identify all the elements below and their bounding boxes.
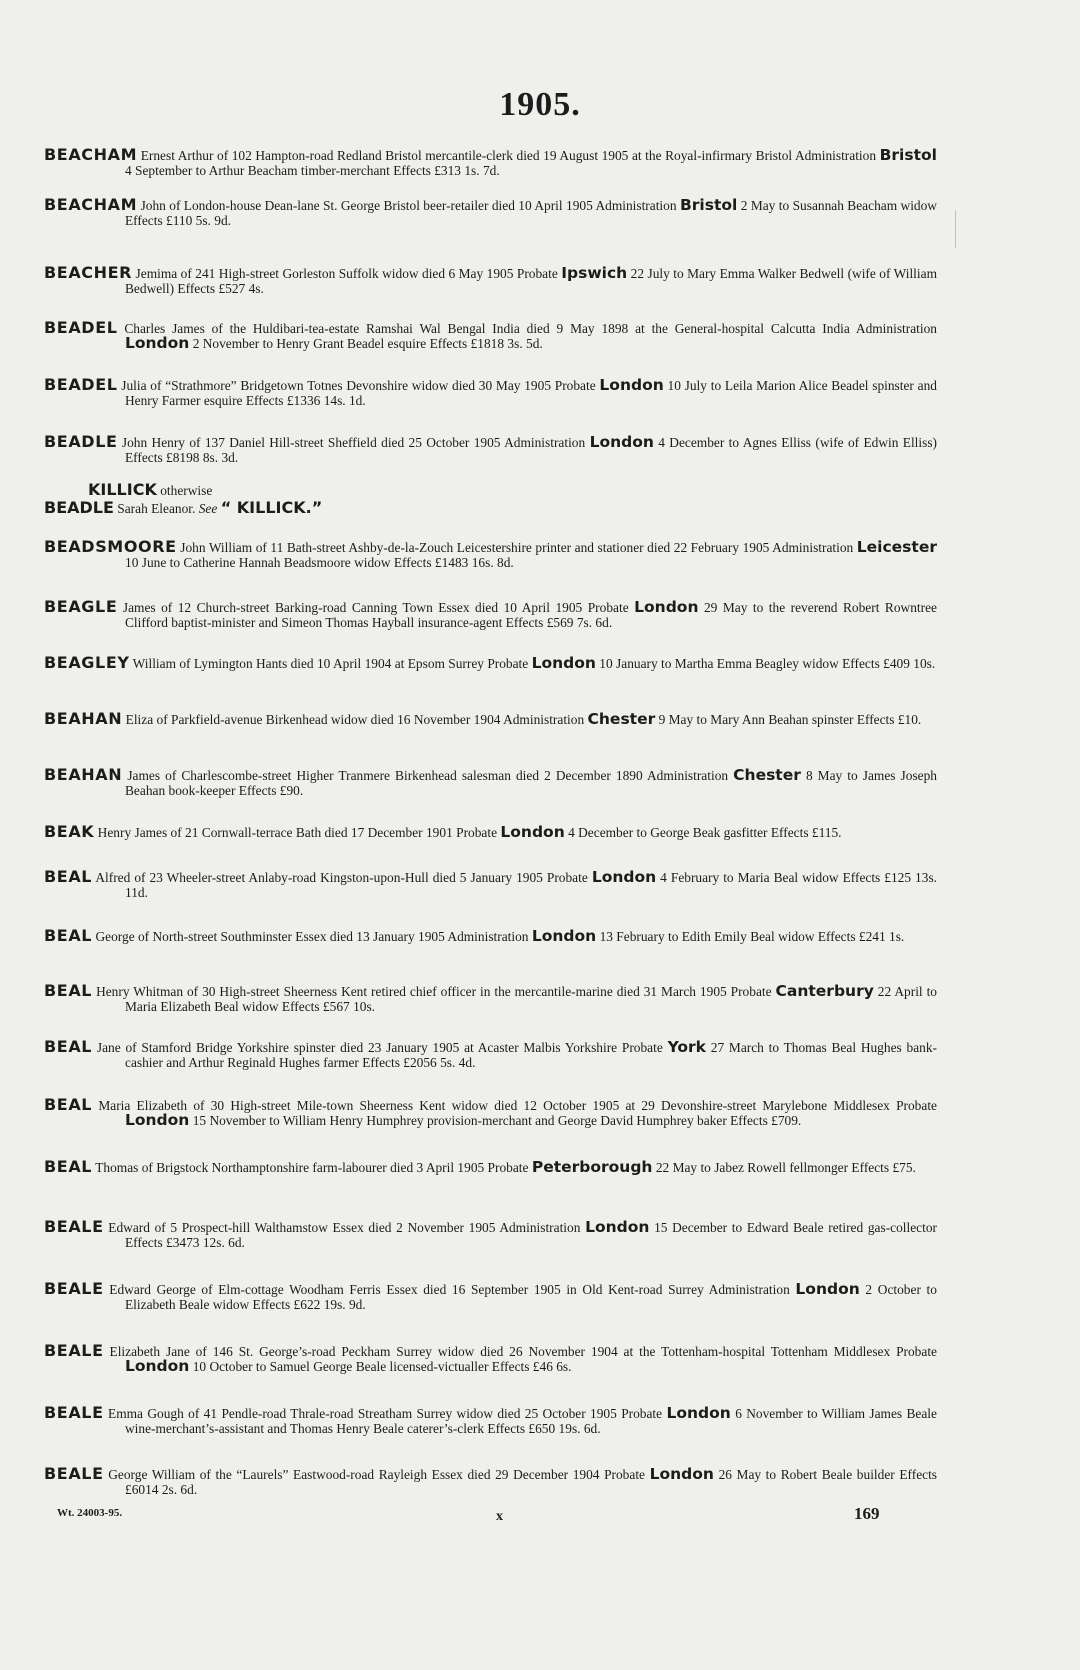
entry-surname: BEAHAN [44,765,123,784]
entry-registry: London [500,823,565,841]
entry-surname: BEADEL [44,318,118,337]
entry-details: James of 12 Church-street Barking-road Canning Town Essex died 10 April 1905 Probate [122,600,629,615]
entry-registry: Leicester [856,538,937,556]
entry-grant: 8 May to James Joseph Beahan book-keeper Effects £90. [125,768,937,798]
entry-details: William of Lymington Hants died 10 April 1904 at Epsom Surrey Probate [132,656,529,671]
cross-reference-forename: Sarah Eleanor. [117,501,196,516]
entry-grant: 10 January to Martha Emma Beagley widow Effects £409 10s. [599,656,936,671]
cross-reference [44,481,937,517]
entry-surname: BEACHAM [44,195,138,214]
entry-surname: BEALE [44,1403,104,1422]
entry-grant: 9 May to Mary Ann Beahan spinster Effects £10. [658,712,922,727]
entry-details: Jane of Stamford Bridge Yorkshire spinster died 23 January 1905 at Acaster Malbis Yorkshire Probate [96,1040,663,1055]
entry-grant: 15 November to William Henry Humphrey provision-merchant and George David Humphrey baker Effects £709. [192,1113,802,1128]
list-item [44,1405,937,1436]
entry-registry: London [634,598,699,616]
list-item [44,197,937,228]
entry-surname: BEAGLE [44,597,118,616]
entry-surname: BEAL [44,981,93,1000]
entry-grant: 6 November to William James Beale wine-merchant’s-assistant and Thomas Henry Beale caterer’s-clerk Effects £650 19s. 6d. [125,1406,937,1436]
entry-details: Edward of 5 Prospect-hill Walthamstow Essex died 2 November 1905 Administration [108,1220,581,1235]
entry-grant: 27 March to Thomas Beal Hughes bank-cashier and Arthur Reginald Hughes farmer Effects £2056 5s. 4d. [125,1040,937,1070]
entry-registry: Bristol [679,196,738,214]
list-item [44,320,937,351]
entry-grant: 4 December to Agnes Elliss (wife of Edwin Elliss) Effects £8198 8s. 3d. [125,435,937,465]
entry-registry: London [589,433,654,451]
entry-surname: BEAL [44,1037,93,1056]
list-item [44,869,937,900]
entry-registry: London [666,1404,731,1422]
entry-registry: London [125,1111,190,1129]
entry-registry: Chester [587,710,656,728]
entry-grant: 4 February to Maria Beal widow Effects £125 13s. 11d. [125,870,937,900]
entry-registry: London [585,1218,650,1236]
entry-details: Alfred of 23 Wheeler-street Anlaby-road Kingston-upon-Hull died 5 January 1905 Probate [95,870,588,885]
entry-details: John Henry of 137 Daniel Hill-street Sheffield died 25 October 1905 Administration [121,435,586,450]
entry-surname: BEACHER [44,263,133,282]
entry-surname: BEADSMOORE [44,537,177,556]
entry-grant: 10 October to Samuel George Beale licensed-victualler Effects £46 6s. [192,1359,572,1374]
entry-details: Emma Gough of 41 Pendle-road Thrale-road Streatham Surrey widow died 25 October 1905 Probate [108,1406,663,1421]
entry-registry: London [125,1357,190,1375]
alias-surname: KILLICK [88,480,157,499]
page-number: 169 [854,1504,880,1523]
entry-grant: 2 November to Henry Grant Beadel esquire Effects £1818 3s. 5d. [192,336,543,351]
entry-registry: London [531,927,597,945]
entry-surname: BEAK [44,822,95,841]
entry-surname: BEAGLEY [44,653,130,672]
entry-details: Henry James of 21 Cornwall-terrace Bath died 17 December 1901 Probate [97,825,498,840]
list-item [44,655,937,671]
list-item [44,539,937,570]
entry-grant: 22 May to Jabez Rowell fellmonger Effects £75. [655,1160,916,1175]
entry-details: Eliza of Parkfield-avenue Birkenhead widow died 16 November 1904 Administration [125,712,585,727]
entry-grant: 26 May to Robert Beale builder Effects £6014 2s. 6d. [125,1467,938,1497]
see-word: See [198,501,218,516]
entry-registry: London [531,654,596,672]
entry-registry: Bristol [879,146,937,164]
cross-reference-surname: BEADLE [44,498,114,517]
entry-surname: BEAL [44,867,93,886]
list-item [44,1097,937,1128]
entry-details: John William of 11 Bath-street Ashby-de-la-Zouch Leicestershire printer and stationer died 22 February 1905 Administration [180,540,854,555]
entry-surname: BEALE [44,1464,104,1483]
entry-surname: BEALE [44,1217,104,1236]
entry-details: Jemima of 241 High-street Gorleston Suffolk widow died 6 May 1905 Probate [135,266,558,281]
entry-grant: 29 May to the reverend Robert Rowntree Clifford baptist-minister and Simeon Thomas Hayball insurance-agent Effects £569 7s. 6d. [125,600,937,630]
entry-details: Thomas of Brigstock Northamptonshire farm-labourer died 3 April 1905 Probate [95,1160,529,1175]
cross-reference-target: “ KILLICK.” [220,498,323,517]
list-item [44,824,937,840]
entry-surname: BEADLE [44,432,118,451]
list-item [44,1281,937,1312]
entry-grant: 2 May to Susannah Beacham widow Effects £110 5s. 9d. [125,198,937,228]
entry-details: Henry Whitman of 30 High-street Sheerness Kent retired chief officer in the mercantile-marine died 31 March 1905 Probate [96,984,772,999]
list-item [44,1219,937,1250]
entry-grant: 10 July to Leila Marion Alice Beadel spinster and Henry Farmer esquire Effects £1336 14s. 1d. [125,378,937,408]
entry-grant: 4 September to Arthur Beacham timber-merchant Effects £313 1s. 7d. [125,163,500,178]
entry-details: Ernest Arthur of 102 Hampton-road Redland Bristol mercantile-clerk died 19 August 1905 at the Royal-infirmary Bristol Administration [140,148,877,163]
entry-registry: London [649,1465,714,1483]
list-item [44,1159,937,1175]
print-reference: Wt. 24003-95. [57,1507,123,1519]
entry-details: Charles James of the Huldibari-tea-estate Ramshai Wal Bengal India died 9 May 1898 at the General-hospital Calcutta India Administration [124,321,937,336]
list-item [44,928,937,944]
entry-registry: Ipswich [561,264,628,282]
page-year-heading: 1905. [499,86,581,123]
entry-details: James of Charlescombe-street Higher Tranmere Birkenhead salesman died 2 December 1890 Administration [127,768,729,783]
entry-surname: BEAL [44,1157,93,1176]
entry-surname: BEAL [44,1095,93,1114]
entry-registry: York [667,1038,706,1056]
entry-grant: 4 December to George Beak gasfitter Effects £115. [568,825,842,840]
entry-surname: BEALE [44,1341,104,1360]
entry-registry: London [125,334,190,352]
entry-surname: BEAHAN [44,709,123,728]
list-item [44,1039,937,1070]
entry-registry: London [599,376,664,394]
entry-grant: 2 October to Elizabeth Beale widow Effects £622 19s. 9d. [125,1282,937,1312]
entry-details: George William of the “Laurels” Eastwood-road Rayleigh Essex died 29 December 1904 Probate [108,1467,645,1482]
entry-details: Julia of “Strathmore” Bridgetown Totnes Devonshire widow died 30 May 1905 Probate [121,378,596,393]
list-item [44,983,937,1014]
list-item [44,1343,937,1374]
entry-surname: BEAL [44,926,93,945]
entry-grant: 10 June to Catherine Hannah Beadsmoore widow Effects £1483 16s. 8d. [125,555,514,570]
entry-details: John of London-house Dean-lane St. George Bristol beer-retailer died 10 April 1905 Administration [140,198,677,213]
entry-registry: Canterbury [775,982,874,1000]
entry-grant: 22 April to Maria Elizabeth Beal widow Effects £567 10s. [125,984,938,1014]
list-item [44,767,937,798]
entry-registry: Chester [733,766,801,784]
entry-registry: Peterborough [531,1158,653,1176]
page-footer [0,1503,1080,1533]
list-item [44,434,937,465]
entry-surname: BEALE [44,1279,104,1298]
entry-details: Elizabeth Jane of 146 St. George’s-road Peckham Surrey widow died 26 November 1904 at the Tottenham-hospital Tottenham Middlesex Probate [109,1344,937,1359]
entry-grant: 15 December to Edward Beale retired gas-collector Effects £3473 12s. 6d. [125,1220,937,1250]
entry-registry: London [795,1280,860,1298]
entry-grant: 22 July to Mary Emma Walker Bedwell (wife of William Bedwell) Effects £527 4s. [125,266,937,296]
entry-surname: BEACHAM [44,145,138,164]
entry-registry: London [591,868,657,886]
alias-word: otherwise [160,483,213,498]
list-item [44,265,937,296]
entry-details: George of North-street Southminster Essex died 13 January 1905 Administration [95,929,529,944]
list-item [44,599,937,630]
list-item [44,147,937,178]
section-mark: x [496,1509,503,1524]
entry-details: Edward George of Elm-cottage Woodham Ferris Essex died 16 September 1905 in Old Kent-road Surrey Administration [109,1282,790,1297]
list-item [44,377,937,408]
margin-mark [955,210,956,248]
entry-details: Maria Elizabeth of 30 High-street Mile-town Sheerness Kent widow died 12 October 1905 at 29 Devonshire-street Marylebone Middlesex Probate [98,1098,937,1113]
list-item [44,1466,937,1497]
entry-grant: 13 February to Edith Emily Beal widow Effects £241 1s. [599,929,905,944]
entry-surname: BEADEL [44,375,118,394]
list-item [44,711,937,727]
